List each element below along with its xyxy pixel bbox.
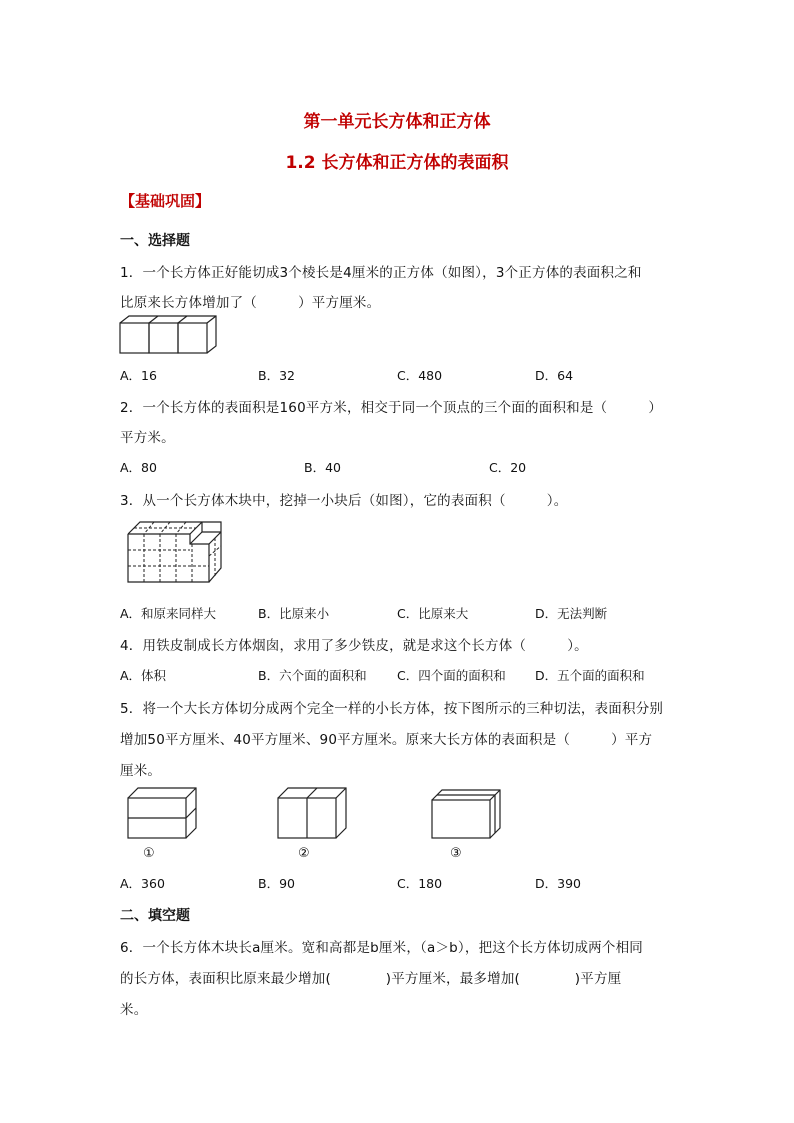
q2-line1: 2．一个长方体的表面积是160平方米，相交于同一个顶点的三个面的面积和是（ ） <box>120 400 663 416</box>
q1-option-a[interactable]: A．16 <box>120 368 157 383</box>
q3-option-c[interactable]: C．比原来大 <box>397 606 469 621</box>
q3-option-a[interactable]: A．和原来同样大 <box>120 606 217 621</box>
q3-line1: 3．从一个长方体木块中，挖掉一小块后（如图），它的表面积（ ）。 <box>120 493 568 509</box>
q5-cut-figure-3 <box>430 786 510 842</box>
q4-option-c[interactable]: C．四个面的面积和 <box>397 668 506 683</box>
q5-figure-label-1: ① <box>143 846 155 861</box>
page-subtitle: 1.2 长方体和正方体的表面积 <box>285 153 509 173</box>
q6-line1: 6．一个长方体木块长a厘米。宽和高都是b厘米，（a＞b），把这个长方体切成两个相同 <box>120 940 643 956</box>
q5-line2: 增加50平方厘米、40平方厘米、90平方厘米。原来大长方体的表面积是（ ）平方 <box>120 732 653 748</box>
q3-option-d[interactable]: D．无法判断 <box>535 606 608 621</box>
q4-option-a[interactable]: A．体积 <box>120 668 167 683</box>
q5-figure-label-2: ② <box>298 846 310 861</box>
q4-line1: 4．用铁皮制成长方体烟囱，求用了多少铁皮，就是求这个长方体（ ）。 <box>120 638 588 654</box>
q1-line2: 比原来长方体增加了（ ）平方厘米。 <box>120 295 381 311</box>
q1-option-c[interactable]: C．480 <box>397 368 443 383</box>
q5-option-c[interactable]: C．180 <box>397 876 443 891</box>
q3-block-with-notch-figure <box>126 518 226 586</box>
q5-figure-label-3: ③ <box>450 846 462 861</box>
q5-option-b[interactable]: B．90 <box>258 876 295 891</box>
q5-cut-figure-1 <box>126 786 206 842</box>
q2-option-c[interactable]: C．20 <box>489 460 527 475</box>
q1-three-cubes-figure <box>118 313 218 357</box>
part-fill-in-heading: 二、填空题 <box>120 908 190 924</box>
q4-option-b[interactable]: B．六个面的面积和 <box>258 668 367 683</box>
q5-line1: 5．将一个大长方体切分成两个完全一样的小长方体，按下图所示的三种切法，表面积分别 <box>120 701 664 717</box>
q5-option-a[interactable]: A．360 <box>120 876 165 891</box>
part-multiple-choice-heading: 一、选择题 <box>120 233 190 249</box>
q1-option-d[interactable]: D．64 <box>535 368 574 383</box>
q6-line2: 的长方体，表面积比原来最少增加( )平方厘米，最多增加( )平方厘 <box>120 971 622 987</box>
page-title: 第一单元长方体和正方体 <box>303 112 491 132</box>
q2-line2: 平方米。 <box>120 430 175 446</box>
q5-option-d[interactable]: D．390 <box>535 876 581 891</box>
q1-option-b[interactable]: B．32 <box>258 368 295 383</box>
q2-option-a[interactable]: A．80 <box>120 460 157 475</box>
q5-line3: 厘米。 <box>120 763 162 779</box>
q1-line1: 1．一个长方体正好能切成3个棱长是4厘米的正方体（如图），3个正方体的表面积之和 <box>120 265 642 281</box>
section-basic-consolidation: 【基础巩固】 <box>120 192 211 210</box>
q4-option-d[interactable]: D．五个面的面积和 <box>535 668 645 683</box>
q5-cut-figure-2 <box>276 786 356 842</box>
q6-line3: 米。 <box>120 1002 148 1018</box>
q2-option-b[interactable]: B．40 <box>304 460 341 475</box>
q3-option-b[interactable]: B．比原来小 <box>258 606 330 621</box>
